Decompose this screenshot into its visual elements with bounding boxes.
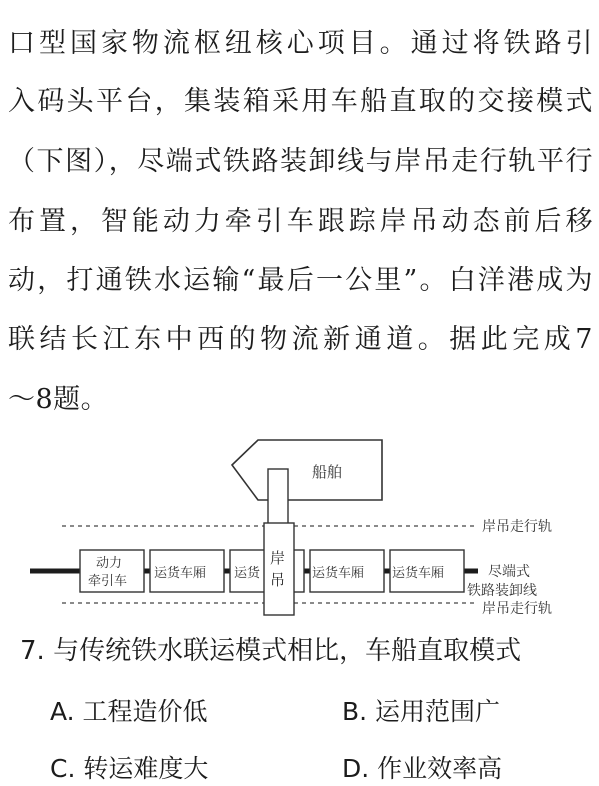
railway-label-line1: 尽端式 — [488, 564, 530, 580]
option-a[interactable]: A. 工程造价低 — [50, 697, 208, 726]
freight-car-2-label: 运货 — [234, 566, 261, 581]
railway-label-line2: 铁路装卸线 — [467, 583, 537, 599]
crane-label-char-1: 岸 — [270, 549, 286, 567]
crane-track-label-lower: 岸吊走行轨 — [482, 601, 552, 617]
crane-label-char-2: 吊 — [270, 571, 286, 589]
passage-line-5: 动，打通铁水运输“最后一公里”。白洋港成为 — [8, 265, 593, 296]
railway-ship-diagram — [0, 435, 599, 625]
passage-line-7: ～8题。 — [8, 384, 109, 415]
passage-line-3: （下图），尽端式铁路装卸线与岸吊走行轨平行 — [8, 146, 593, 177]
freight-car-3-label: 运货车厢 — [312, 566, 365, 581]
crane-body — [264, 523, 294, 615]
ship-label: 船舶 — [312, 463, 343, 481]
option-b[interactable]: B. 运用范围广 — [342, 697, 501, 726]
tractor-label-line2: 牵引车 — [88, 574, 128, 589]
freight-car-4-label: 运货车厢 — [392, 566, 445, 581]
passage-line-2: 入码头平台，集装箱采用车船直取的交接模式 — [8, 86, 593, 117]
option-c[interactable]: C. 转运难度大 — [50, 754, 209, 783]
ship-shape — [232, 440, 382, 500]
passage-line-1: 口型国家物流枢纽核心项目。通过将铁路引 — [8, 28, 593, 59]
passage-line-4: 布置，智能动力牵引车跟踪岸吊动态前后移 — [8, 206, 593, 237]
passage-line-6: 联结长江东中西的物流新通道。据此完成7 — [8, 324, 593, 355]
tractor-label-line1: 动力 — [96, 556, 123, 571]
option-d[interactable]: D. 作业效率高 — [342, 754, 503, 783]
crane-column — [268, 469, 288, 529]
crane-track-label-upper: 岸吊走行轨 — [482, 519, 552, 535]
freight-car-1-label: 运货车厢 — [154, 566, 207, 581]
question-stem: 7. 与传统铁水联运模式相比，车船直取模式 — [20, 636, 522, 666]
